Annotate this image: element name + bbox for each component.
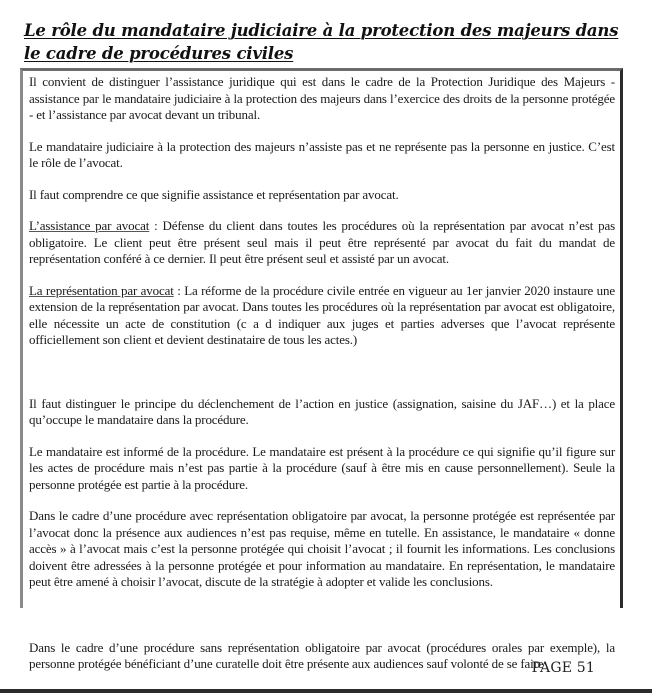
paragraph-intro: Il convient de distinguer l’assistance juridique qui est dans le cadre de la Protection Juridique des Majeurs - assistance par le mandataire judiciaire à la protection des majeurs dans l’exercice des droits de la personne protégée - et l’assistance par avocat devant un tribunal. bbox=[29, 74, 615, 122]
paragraph-representation-obligatoire: Dans le cadre d’une procédure avec représentation obligatoire par avocat, la personne protégée est représentée par l’avocat donc la présence aux audiences n’est pas requise, même en tutelle. En assistance, le mandataire « donne accès » à l’avocat mais c’est la personne protégée qui choisit l’avocat ; il fournit les informations. Les conclusions doivent être adressées à la personne protégée et pour information au mandataire. En représentation, le mandataire peut être amené à choisir l’avocat, discute de la stratégie à adopter et valide les conclusions. bbox=[29, 508, 615, 589]
paragraph-assistance-text: : Défense du client dans toutes les procédures où la représentation par avocat n’est pas obligatoire. Le client peut être présent seul mais il peut être représenté par avocat du fait du mandat de représentation conféré à ce dernier. Il peut être présent seul et assisté par un avocat. bbox=[29, 218, 615, 266]
paragraph-representation-text: : La réforme de la procédure civile entrée en vigueur au 1er janvier 2020 instaure une extension de la représentation par avocat. Dans toutes les procédures où la représentation par avocat est obligatoire, elle nécessite un acte de constitution (c a d indiquer aux juges et parties adverses que l’avocat représente officiellement son client et devient destinataire de tous les actes.) bbox=[29, 282, 615, 347]
blank-space bbox=[29, 606, 615, 640]
paragraph-action-en-justice: Il faut distinguer le principe du déclenchement de l’action en justice (assignation, saisine du JAF…) et la place qu’occupe le mandataire dans la procédure. bbox=[29, 395, 615, 427]
paragraph-mandataire-role: Le mandataire judiciaire à la protection des majeurs n’assiste pas et ne représente pas la personne en justice. C’est le rôle de l’avocat. bbox=[29, 138, 615, 170]
blank-space bbox=[29, 364, 615, 396]
paragraph-assistance bbox=[29, 218, 615, 268]
page-bottom-border bbox=[0, 689, 652, 693]
paragraph-mandataire-informe: Le mandataire est informé de la procédure. Le mandataire est présent à la procédure ce qui signifie qu’il figure sur les actes de procédure mais n’est pas partie à la procédure (sauf à être mis en cause personnellement). Seule la personne protégée est partie à la procédure. bbox=[29, 443, 615, 492]
page-title: Le rôle du mandataire judiciaire à la protection des majeurs dans le cadre de procédures civiles bbox=[24, 21, 619, 64]
page-number: PAGE 51 bbox=[531, 660, 595, 676]
paragraph-definitions-intro: Il faut comprendre ce que signifie assistance et représentation par avocat. bbox=[29, 186, 399, 202]
paragraph-sans-representation: Dans le cadre d’une procédure sans représentation obligatoire par avocat (procédures orales par exemple), la personne protégée bénéficiant d’une curatelle doit être présente aux audiences sauf volonté de se faire bbox=[29, 639, 615, 671]
paragraph-representation bbox=[29, 283, 615, 349]
term-representation-par-avocat: La représentation par avocat bbox=[29, 282, 174, 298]
term-assistance-par-avocat: L’assistance par avocat bbox=[29, 218, 150, 233]
